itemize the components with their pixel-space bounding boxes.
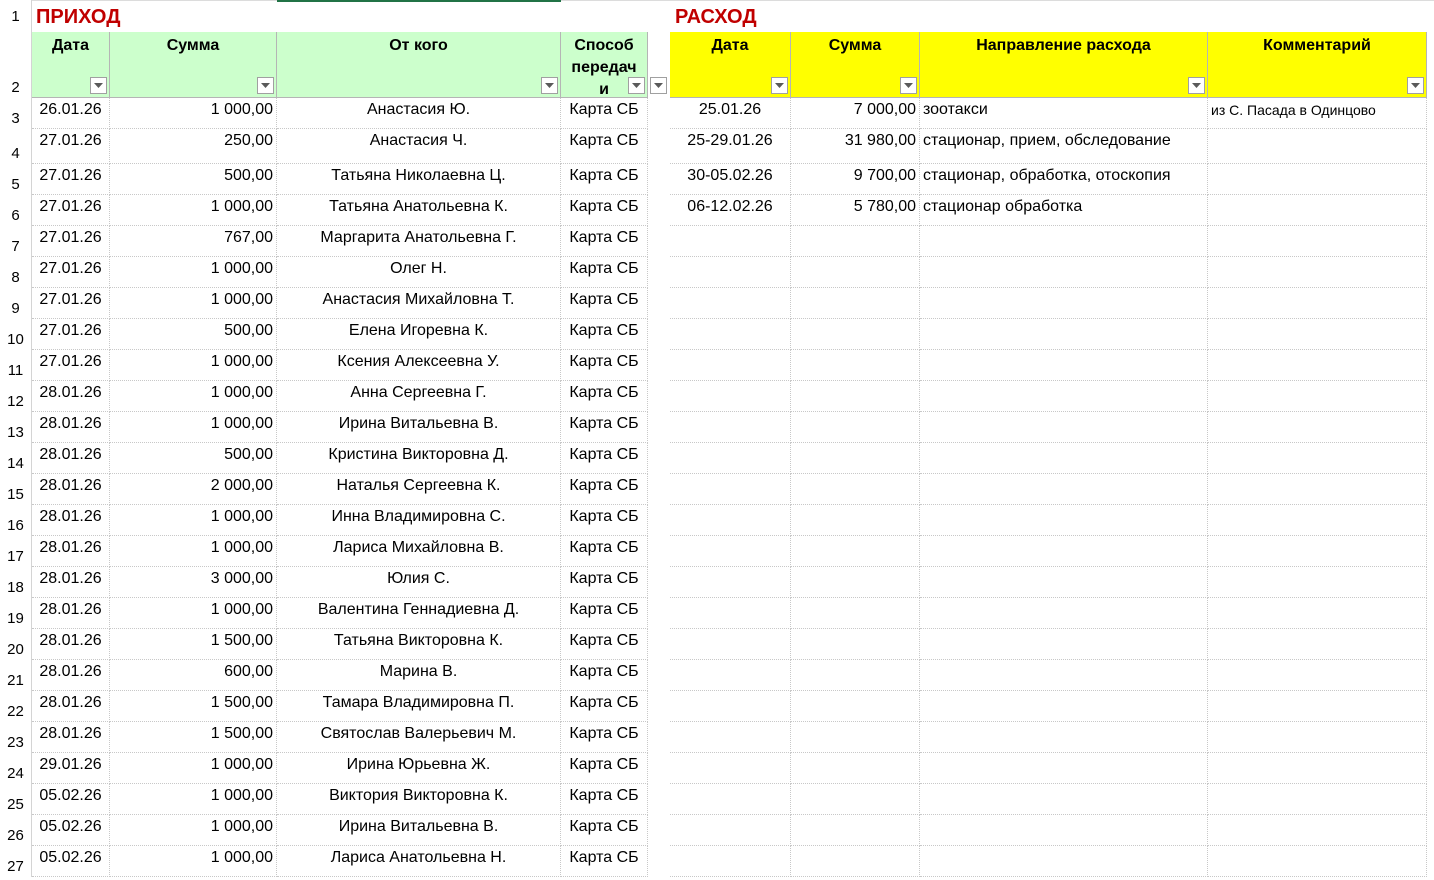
- expense-cell[interactable]: [670, 319, 791, 350]
- expense-cell[interactable]: [1208, 505, 1427, 536]
- income-cell[interactable]: Карта СБ: [561, 536, 648, 567]
- income-cell[interactable]: Ирина Витальевна В.: [277, 815, 561, 846]
- income-cell[interactable]: 29.01.26: [32, 753, 110, 784]
- expense-cell[interactable]: [670, 412, 791, 443]
- expense-cell[interactable]: [1208, 660, 1427, 691]
- filter-dropdown-icon[interactable]: [771, 77, 788, 94]
- expense-cell[interactable]: [670, 784, 791, 815]
- income-cell[interactable]: Карта СБ: [561, 164, 648, 195]
- expense-cell[interactable]: [920, 722, 1208, 753]
- header-label: Дата: [51, 37, 90, 54]
- income-cell[interactable]: 05.02.26: [32, 815, 110, 846]
- income-cell[interactable]: Карта СБ: [561, 505, 648, 536]
- expense-cell[interactable]: [791, 598, 920, 629]
- expense-cell[interactable]: 9 700,00: [791, 164, 920, 195]
- income-cell[interactable]: Елена Игоревна К.: [277, 319, 561, 350]
- income-cell[interactable]: 1 000,00: [110, 753, 277, 784]
- expense-cell[interactable]: [1208, 784, 1427, 815]
- row-header[interactable]: 16: [0, 505, 32, 536]
- income-cell[interactable]: 1 000,00: [110, 257, 277, 288]
- selected-column-marker: [277, 0, 561, 2]
- expense-cell[interactable]: [1208, 350, 1427, 381]
- income-cell[interactable]: Карта СБ: [561, 412, 648, 443]
- income-cell[interactable]: 27.01.26: [32, 164, 110, 195]
- expense-cell[interactable]: [791, 815, 920, 846]
- income-cell[interactable]: 28.01.26: [32, 629, 110, 660]
- expense-cell[interactable]: [791, 381, 920, 412]
- expense-cell[interactable]: [1208, 629, 1427, 660]
- income-cell[interactable]: Карта СБ: [561, 629, 648, 660]
- row-header[interactable]: 15: [0, 474, 32, 505]
- expense-cell[interactable]: [1208, 443, 1427, 474]
- expense-cell[interactable]: [920, 288, 1208, 319]
- income-cell[interactable]: Карта СБ: [561, 753, 648, 784]
- income-cell[interactable]: 27.01.26: [32, 350, 110, 381]
- income-cell[interactable]: Татьяна Анатольевна К.: [277, 195, 561, 226]
- income-cell[interactable]: Святослав Валерьевич М.: [277, 722, 561, 753]
- income-title: ПРИХОД: [36, 6, 121, 28]
- income-cell[interactable]: Карта СБ: [561, 226, 648, 257]
- expense-cell[interactable]: [920, 226, 1208, 257]
- expense-cell[interactable]: [1208, 288, 1427, 319]
- income-cell[interactable]: Карта СБ: [561, 195, 648, 226]
- income-cell[interactable]: Карта СБ: [561, 784, 648, 815]
- income-cell[interactable]: 767,00: [110, 226, 277, 257]
- income-cell[interactable]: 1 000,00: [110, 598, 277, 629]
- expense-cell[interactable]: [920, 660, 1208, 691]
- expense-cell[interactable]: [1208, 129, 1427, 164]
- income-cell[interactable]: Татьяна Николаевна Ц.: [277, 164, 561, 195]
- expense-cell[interactable]: стационар, прием, обследование: [920, 129, 1208, 164]
- income-cell[interactable]: Карта СБ: [561, 660, 648, 691]
- income-cell[interactable]: Марина В.: [277, 660, 561, 691]
- expense-cell[interactable]: [920, 412, 1208, 443]
- sheet-top-border: [32, 0, 1434, 1]
- expense-cell[interactable]: [791, 226, 920, 257]
- income-cell[interactable]: 05.02.26: [32, 784, 110, 815]
- income-cell[interactable]: Карта СБ: [561, 815, 648, 846]
- income-cell[interactable]: Лариса Михайловна В.: [277, 536, 561, 567]
- income-cell[interactable]: Карта СБ: [561, 722, 648, 753]
- expense-cell[interactable]: [920, 319, 1208, 350]
- header-label: Комментарий: [1263, 37, 1371, 54]
- expense-cell[interactable]: [1208, 598, 1427, 629]
- header-label: От кого: [389, 37, 448, 54]
- expense-cell[interactable]: [920, 846, 1208, 877]
- row-header[interactable]: 18: [0, 567, 32, 598]
- income-cell[interactable]: 28.01.26: [32, 598, 110, 629]
- income-cell[interactable]: Ирина Витальевна В.: [277, 412, 561, 443]
- income-cell[interactable]: Карта СБ: [561, 598, 648, 629]
- expense-cell[interactable]: [1208, 381, 1427, 412]
- income-cell[interactable]: 27.01.26: [32, 288, 110, 319]
- expense-cell[interactable]: [920, 753, 1208, 784]
- expense-cell[interactable]: [1208, 536, 1427, 567]
- expense-cell[interactable]: [670, 536, 791, 567]
- filter-dropdown-icon[interactable]: [541, 77, 558, 94]
- method-header-line: и: [599, 81, 609, 98]
- row-header[interactable]: 23: [0, 722, 32, 753]
- expense-cell[interactable]: [791, 319, 920, 350]
- income-cell[interactable]: 250,00: [110, 129, 277, 164]
- income-cell[interactable]: 500,00: [110, 443, 277, 474]
- expense-cell[interactable]: [670, 443, 791, 474]
- expense-cell[interactable]: стационар обработка: [920, 195, 1208, 226]
- income-cell[interactable]: 28.01.26: [32, 722, 110, 753]
- income-cell[interactable]: 28.01.26: [32, 660, 110, 691]
- income-cell[interactable]: 27.01.26: [32, 257, 110, 288]
- income-cell[interactable]: 28.01.26: [32, 536, 110, 567]
- row-header[interactable]: 17: [0, 536, 32, 567]
- expense-cell[interactable]: [670, 691, 791, 722]
- expense-cell[interactable]: [920, 567, 1208, 598]
- income-cell[interactable]: 1 000,00: [110, 98, 277, 129]
- expense-cell[interactable]: [791, 753, 920, 784]
- row-header[interactable]: 9: [0, 288, 32, 319]
- expense-header-direction[interactable]: [920, 32, 1208, 98]
- expense-cell[interactable]: 25-29.01.26: [670, 129, 791, 164]
- expense-cell[interactable]: [920, 505, 1208, 536]
- expense-cell[interactable]: [670, 722, 791, 753]
- header-label: Сумма: [828, 37, 882, 54]
- expense-cell[interactable]: [791, 629, 920, 660]
- income-cell[interactable]: Карта СБ: [561, 567, 648, 598]
- income-cell[interactable]: Лариса Анатольевна Н.: [277, 846, 561, 877]
- expense-cell[interactable]: [670, 381, 791, 412]
- row-header[interactable]: 1: [0, 0, 32, 32]
- income-cell[interactable]: 28.01.26: [32, 567, 110, 598]
- income-cell[interactable]: Карта СБ: [561, 129, 648, 164]
- expense-cell[interactable]: [791, 412, 920, 443]
- row-header[interactable]: 26: [0, 815, 32, 846]
- expense-cell[interactable]: 25.01.26: [670, 98, 791, 129]
- income-cell[interactable]: 1 000,00: [110, 381, 277, 412]
- income-cell[interactable]: Инна Владимировна С.: [277, 505, 561, 536]
- header-label: Направление расхода: [976, 37, 1151, 54]
- income-cell[interactable]: 05.02.26: [32, 846, 110, 877]
- expense-cell[interactable]: [670, 753, 791, 784]
- header-label: Дата: [711, 37, 749, 54]
- expense-cell[interactable]: [920, 536, 1208, 567]
- income-cell[interactable]: 1 000,00: [110, 846, 277, 877]
- income-cell[interactable]: 2 000,00: [110, 474, 277, 505]
- income-cell[interactable]: 500,00: [110, 164, 277, 195]
- expense-cell[interactable]: из С. Пасада в Одинцово: [1208, 98, 1427, 129]
- income-cell[interactable]: Татьяна Викторовна К.: [277, 629, 561, 660]
- expense-cell[interactable]: [920, 381, 1208, 412]
- expense-cell[interactable]: [670, 257, 791, 288]
- income-cell[interactable]: Тамара Владимировна П.: [277, 691, 561, 722]
- expense-cell[interactable]: [670, 288, 791, 319]
- expense-cell[interactable]: [1208, 319, 1427, 350]
- expense-cell[interactable]: [920, 257, 1208, 288]
- row-header[interactable]: 22: [0, 691, 32, 722]
- expense-cell[interactable]: [1208, 195, 1427, 226]
- income-cell[interactable]: Ксения Алексеевна У.: [277, 350, 561, 381]
- income-cell[interactable]: Анастасия Михайловна Т.: [277, 288, 561, 319]
- row-header[interactable]: 11: [0, 350, 32, 381]
- row-header[interactable]: 3: [0, 98, 32, 129]
- income-cell[interactable]: Карта СБ: [561, 257, 648, 288]
- expense-cell[interactable]: [791, 443, 920, 474]
- income-cell[interactable]: Анастасия Ю.: [277, 98, 561, 129]
- expense-cell[interactable]: [1208, 257, 1427, 288]
- income-cell[interactable]: Карта СБ: [561, 350, 648, 381]
- row-header[interactable]: 8: [0, 257, 32, 288]
- expense-cell[interactable]: [791, 505, 920, 536]
- income-cell[interactable]: Юлия С.: [277, 567, 561, 598]
- filter-dropdown-icon[interactable]: [1407, 77, 1424, 94]
- row-header[interactable]: 4: [0, 129, 32, 164]
- expense-cell[interactable]: [791, 474, 920, 505]
- income-cell[interactable]: Валентина Геннадиевна Д.: [277, 598, 561, 629]
- filter-dropdown-icon[interactable]: [628, 77, 645, 94]
- income-cell[interactable]: 600,00: [110, 660, 277, 691]
- income-cell[interactable]: 1 000,00: [110, 815, 277, 846]
- income-cell[interactable]: Анна Сергеевна Г.: [277, 381, 561, 412]
- expense-cell[interactable]: [791, 567, 920, 598]
- income-header-from[interactable]: [277, 32, 561, 98]
- income-cell[interactable]: 28.01.26: [32, 443, 110, 474]
- income-cell[interactable]: Ирина Юрьевна Ж.: [277, 753, 561, 784]
- expense-header-comment[interactable]: [1208, 32, 1427, 98]
- expense-cell[interactable]: [791, 257, 920, 288]
- expense-cell[interactable]: [670, 598, 791, 629]
- income-cell[interactable]: 1 000,00: [110, 195, 277, 226]
- method-header-line: Способ: [574, 37, 634, 54]
- filter-dropdown-icon[interactable]: [257, 77, 274, 94]
- income-cell[interactable]: 28.01.26: [32, 412, 110, 443]
- expense-cell[interactable]: [1208, 567, 1427, 598]
- income-cell[interactable]: Кристина Викторовна Д.: [277, 443, 561, 474]
- expense-cell[interactable]: зоотакси: [920, 98, 1208, 129]
- row-header[interactable]: 19: [0, 598, 32, 629]
- income-cell[interactable]: Олег Н.: [277, 257, 561, 288]
- expense-cell[interactable]: [670, 815, 791, 846]
- expense-cell[interactable]: [670, 226, 791, 257]
- income-cell[interactable]: 28.01.26: [32, 474, 110, 505]
- income-cell[interactable]: Карта СБ: [561, 691, 648, 722]
- income-cell[interactable]: 28.01.26: [32, 691, 110, 722]
- expense-cell[interactable]: [1208, 164, 1427, 195]
- income-cell[interactable]: Виктория Викторовна К.: [277, 784, 561, 815]
- expense-cell[interactable]: [920, 598, 1208, 629]
- expense-cell[interactable]: [920, 350, 1208, 381]
- expense-cell[interactable]: [920, 691, 1208, 722]
- filter-dropdown-icon[interactable]: [90, 77, 107, 94]
- header-label: Сумма: [166, 37, 220, 54]
- income-cell[interactable]: 1 500,00: [110, 629, 277, 660]
- expense-cell[interactable]: [1208, 815, 1427, 846]
- expense-cell[interactable]: стационар, обработка, отоскопия: [920, 164, 1208, 195]
- income-cell[interactable]: Карта СБ: [561, 319, 648, 350]
- expense-cell[interactable]: 06-12.02.26: [670, 195, 791, 226]
- income-cell[interactable]: 27.01.26: [32, 319, 110, 350]
- income-cell[interactable]: 26.01.26: [32, 98, 110, 129]
- row-header[interactable]: 27: [0, 846, 32, 877]
- row-header[interactable]: 24: [0, 753, 32, 784]
- income-cell[interactable]: 500,00: [110, 319, 277, 350]
- income-cell[interactable]: Карта СБ: [561, 98, 648, 129]
- expense-cell[interactable]: [1208, 412, 1427, 443]
- income-cell[interactable]: Маргарита Анатольевна Г.: [277, 226, 561, 257]
- row-header[interactable]: 14: [0, 443, 32, 474]
- filter-dropdown-icon[interactable]: [650, 77, 667, 94]
- expense-cell[interactable]: [670, 846, 791, 877]
- income-cell[interactable]: 28.01.26: [32, 381, 110, 412]
- row-header[interactable]: 25: [0, 784, 32, 815]
- income-cell[interactable]: Наталья Сергеевна К.: [277, 474, 561, 505]
- row-header[interactable]: 7: [0, 226, 32, 257]
- row-header[interactable]: 6: [0, 195, 32, 226]
- expense-cell[interactable]: [791, 536, 920, 567]
- income-cell[interactable]: 3 000,00: [110, 567, 277, 598]
- expense-cell[interactable]: [791, 288, 920, 319]
- expense-title: РАСХОД: [675, 6, 757, 28]
- expense-cell[interactable]: 5 780,00: [791, 195, 920, 226]
- expense-cell[interactable]: [670, 350, 791, 381]
- method-header-line: передач: [571, 59, 637, 76]
- expense-cell[interactable]: [1208, 226, 1427, 257]
- income-cell[interactable]: 28.01.26: [32, 505, 110, 536]
- expense-cell[interactable]: [791, 784, 920, 815]
- expense-cell[interactable]: 31 980,00: [791, 129, 920, 164]
- expense-cell[interactable]: [920, 784, 1208, 815]
- expense-cell[interactable]: [670, 660, 791, 691]
- income-cell[interactable]: 1 500,00: [110, 691, 277, 722]
- income-cell[interactable]: Карта СБ: [561, 443, 648, 474]
- expense-cell[interactable]: [1208, 846, 1427, 877]
- row-header[interactable]: 12: [0, 381, 32, 412]
- expense-cell[interactable]: [670, 629, 791, 660]
- income-header-amount[interactable]: [110, 32, 277, 98]
- expense-cell[interactable]: 30-05.02.26: [670, 164, 791, 195]
- expense-cell[interactable]: [920, 443, 1208, 474]
- income-cell[interactable]: 1 000,00: [110, 784, 277, 815]
- income-cell[interactable]: 1 000,00: [110, 412, 277, 443]
- expense-cell[interactable]: [670, 505, 791, 536]
- expense-cell[interactable]: [920, 474, 1208, 505]
- expense-cell[interactable]: [670, 474, 791, 505]
- expense-cell[interactable]: [1208, 722, 1427, 753]
- row-header[interactable]: 13: [0, 412, 32, 443]
- expense-cell[interactable]: [791, 350, 920, 381]
- income-cell[interactable]: 27.01.26: [32, 129, 110, 164]
- expense-cell[interactable]: 7 000,00: [791, 98, 920, 129]
- expense-cell[interactable]: [791, 846, 920, 877]
- expense-cell[interactable]: [791, 691, 920, 722]
- income-cell[interactable]: Карта СБ: [561, 474, 648, 505]
- row-header[interactable]: 5: [0, 164, 32, 195]
- income-cell[interactable]: 1 000,00: [110, 350, 277, 381]
- filter-dropdown-icon[interactable]: [1188, 77, 1205, 94]
- income-cell[interactable]: Карта СБ: [561, 288, 648, 319]
- expense-cell[interactable]: [670, 567, 791, 598]
- row-header[interactable]: 10: [0, 319, 32, 350]
- income-cell[interactable]: 27.01.26: [32, 195, 110, 226]
- income-cell[interactable]: Карта СБ: [561, 846, 648, 877]
- income-cell[interactable]: Анастасия Ч.: [277, 129, 561, 164]
- row-header[interactable]: 2: [0, 32, 32, 98]
- filter-dropdown-icon[interactable]: [900, 77, 917, 94]
- expense-cell[interactable]: [1208, 691, 1427, 722]
- income-cell[interactable]: 1 500,00: [110, 722, 277, 753]
- expense-cell[interactable]: [791, 722, 920, 753]
- expense-cell[interactable]: [791, 660, 920, 691]
- row-header[interactable]: 21: [0, 660, 32, 691]
- expense-cell[interactable]: [920, 815, 1208, 846]
- income-cell[interactable]: 1 000,00: [110, 505, 277, 536]
- expense-cell[interactable]: [1208, 474, 1427, 505]
- expense-cell[interactable]: [1208, 753, 1427, 784]
- income-cell[interactable]: 1 000,00: [110, 536, 277, 567]
- row-header[interactable]: 20: [0, 629, 32, 660]
- income-cell[interactable]: 27.01.26: [32, 226, 110, 257]
- income-cell[interactable]: Карта СБ: [561, 381, 648, 412]
- expense-cell[interactable]: [920, 629, 1208, 660]
- income-cell[interactable]: 1 000,00: [110, 288, 277, 319]
